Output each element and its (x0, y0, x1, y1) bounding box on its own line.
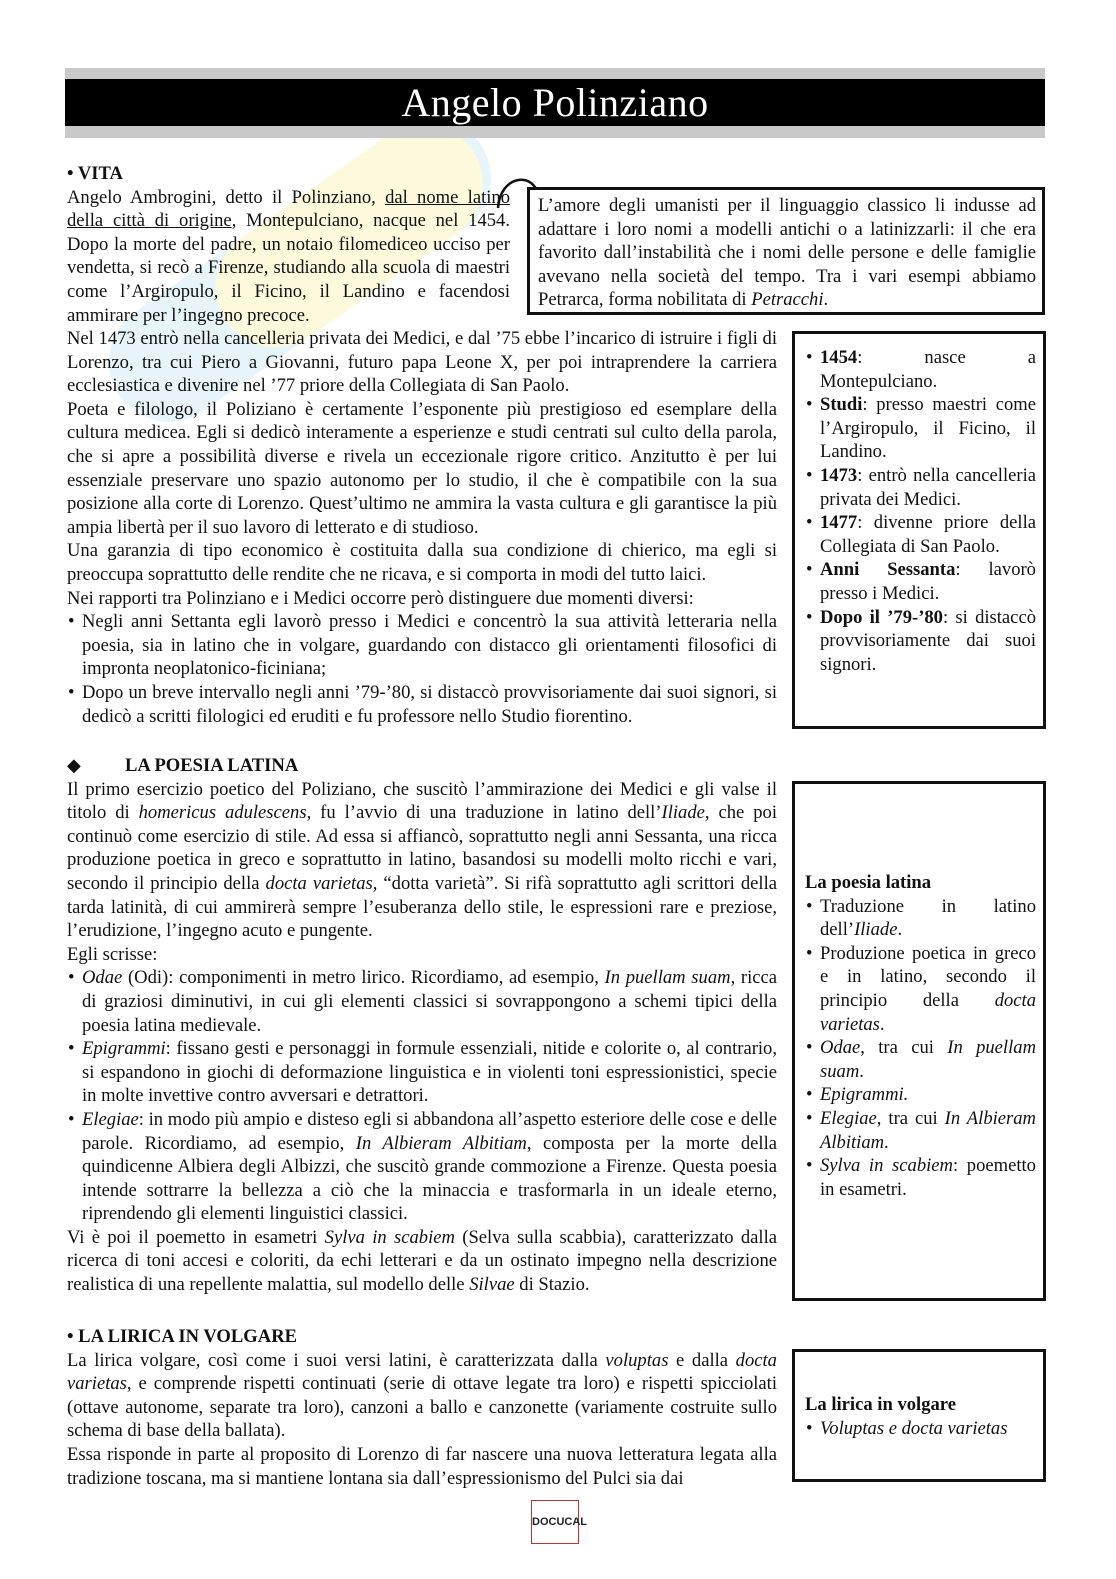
timeline-item: • Dopo il ’79-’80: si distaccò provvisoriamente dai suoi signori. (820, 606, 1036, 677)
timeline-item: • 1454: nasce a Montepulciano. (820, 346, 1036, 393)
list-item: • Dopo un breve intervallo negli anni ’79-’80, si distaccò provvisoriamente dai suoi signori, si dedicò a scritti filologici ed eruditi e fu professore nello Studio fiorentino. (82, 681, 777, 728)
lirica-paragraph-1: La lirica volgare, così come i suoi versi latini, è caratterizzata dalla voluptas e dalla docta varietas, e comprende rispetti continuati (serie di ottave legate tra loro) e rispetti spicciolati (ottave autonome, separate tra loro), canzoni a ballo e canzonette (variamente costruite sullo schema di base della ballata). (67, 1349, 777, 1442)
poesia-bullet-list (67, 966, 777, 1226)
vita-section (67, 162, 510, 327)
vita-heading: • VITA (67, 163, 123, 184)
list-item: • Negli anni Settanta egli lavorò presso i Medici e concentrò la sua attività letteraria nella poesia, sia in latino che in volgare, guardando con distacco gli orientamenti filosofici di impronta neoplatonico-ficiniana; (82, 610, 777, 681)
poesia-paragraph-2: Egli scrisse: (67, 943, 158, 965)
list-item: • Epigrammi: fissano gesti e personaggi in formule essenziali, nitide e colorite o, al contrario, si espandono in giochi di deformazione linguistica e in violenti toni espressionistici, specie in molte invettive contro avversari e detrattori. (82, 1037, 777, 1108)
vita-paragraph-5: Nei rapporti tra Polinziano e i Medici occorre però distinguere due momenti diversi: (67, 587, 694, 609)
timeline-item: • 1477: divenne priore della Collegiata di San Paolo. (820, 511, 1036, 558)
vita-paragraph-4: Una garanzia di tipo economico è costituita dalla sua condizione di chierico, ma egli si preoccupa soprattutto delle rendite che ne ricava, e si comporta in modi del tutto laici. (67, 540, 777, 585)
page-title: Angelo Polinziano (65, 79, 1045, 126)
timeline-item: • Anni Sessanta: lavorò presso i Medici. (820, 558, 1036, 605)
lirica-heading: • LA LIRICA IN VOLGARE (67, 1326, 298, 1347)
list-item: • Epigrammi. (820, 1083, 1036, 1107)
vita-paragraph-3: Poeta e filologo, il Poliziano è certamente l’esponente più prestigioso ed esemplare della cultura medicea. Egli si dedicò interamente a esperienze e studi centrati sul culto della parola, che si apre a possibilità diverse e rivela un eccezionale rigore critico. Anzitutto è per lui essenziale preservare uno spazio autonomo per lo studio, il che è compatibile con la sua posizione alla corte di Lorenzo. Quest’ultimo ne ammira la vasta cultura e gli garantisce la più ampia libertà per il suo lavoro di letterato e di studioso. (67, 398, 777, 538)
note-box: L’amore degli umanisti per il linguaggio classico li indusse ad adattare i loro nomi a modelli antichi o a latinizzarli: il che era favorito dall’instabilità che i nomi delle persone e delle famiglie avevano nella società del tempo. Tra i vari esempi abbiamo Petrarca, forma nobilitata di Petracchi. (527, 187, 1045, 315)
timeline-item: • Studi: presso maestri come l’Argiropulo, il Ficino, il Landino. (820, 393, 1036, 464)
lirica-summary-box (792, 1349, 1046, 1482)
list-item: • Voluptas e docta varietas (820, 1417, 1036, 1441)
list-item: • Produzione poetica in greco e in latino, secondo il principio della docta varietas. (820, 942, 1036, 1036)
vita-bullet-list (67, 610, 777, 728)
timeline-item: • 1473: entrò nella cancelleria privata dei Medici. (820, 464, 1036, 511)
list-item: • Elegiae: in modo più ampio e disteso egli si abbandona all’aspetto esteriore delle cose e delle parole. Ricordiamo, ad esempio, In Albieram Albitiam, composta per la morte della quindicenne Albiera degli Albizzi, che suscitò grande commozione a Firenze. Questa poesia intende sottrarre la bellezza a ciò che la minaccia e trasformarla in un ideale eterno, riprendendo gli elementi linguistici classici. (82, 1108, 777, 1226)
lirica-paragraph-2: Essa risponde in parte al proposito di Lorenzo di far nascere una nuova letteratura legata alla tradizione toscana, ma si mantiene lontana sia dall’espressionismo del Pulci sia dai (67, 1443, 777, 1489)
footer-logo: DOCUCAL (531, 1500, 579, 1544)
diamond-icon: ◆ (67, 755, 81, 775)
lirica-box-heading: La lirica in volgare (805, 1394, 956, 1415)
poesia-heading: ◆ LA POESIA LATINA (67, 755, 299, 776)
list-item: • Traduzione in latino dell’Iliade. (820, 895, 1036, 942)
list-item: • Elegiae, tra cui In Albieram Albitiam. (820, 1107, 1036, 1154)
vita-paragraph-1: Angelo Ambrogini, detto il Polinziano, dal nome latino della città di origine, Montepulciano, nacque nel 1454. Dopo la morte del padre, un notaio filomediceo ucciso per vendetta, si recò a Firenze, studiando alla scuola di maestri come l’Argiropulo, il Ficino, il Landino e facendosi ammirare per l’ingegno precoce. (67, 186, 510, 326)
poesia-box-heading: La poesia latina (805, 872, 932, 893)
poesia-section (67, 754, 777, 1297)
poesia-summary-box (792, 781, 1046, 1301)
vita-section-continued (67, 327, 777, 728)
lirica-section (67, 1325, 777, 1490)
poesia-paragraph-3: Vi è poi il poemetto in esametri Sylva in scabiem (Selva sulla scabbia), caratterizzato dalla ricerca di toni accesi e coloriti, da echi letterari e da un ostinato impegno nella descrizione realistica di una repellente malattia, sul modello delle Silvae di Stazio. (67, 1226, 777, 1296)
poesia-paragraph-1: Il primo esercizio poetico del Poliziano, che suscitò l’ammirazione dei Medici e gli valse il titolo di homericus adulescens, fu l’avvio di una traduzione in latino dell’Iliade, che poi continuò come esercizio di stile. Ad essa si affiancò, soprattutto negli anni Sessanta, una ricca produzione poetica in greco e soprattutto in latino, basandosi su modelli molto ricchi e vari, secondo il principio della docta varietas, “dotta varietà”. Si rifà soprattutto agli scrittori della tarda latinità, di cui ammirerà sempre l’esuberanza dello stile, le espressioni rare e preziose, l’erudizione, l’ingegno acuto e pungente. (67, 778, 777, 942)
list-item: • Odae (Odi): componimenti in metro lirico. Ricordiamo, ad esempio, In puellam suam, ricca di graziosi diminutivi, in cui gli elementi classici si sovrappongono a schemi tipici della poesia latina medievale. (82, 966, 777, 1037)
vita-paragraph-2: Nel 1473 entrò nella cancelleria privata dei Medici, e dal ’75 ebbe l’incarico di istruire i figli di Lorenzo, tra cui Piero a Giovanni, futuro papa Leone X, per poi intraprendere la carriera ecclesiastica e divenire nel ’77 priore della Collegiata di San Paolo. (67, 328, 777, 397)
list-item: • Sylva in scabiem: poemetto in esametri. (820, 1154, 1036, 1201)
list-item: • Odae, tra cui In puellam suam. (820, 1036, 1036, 1083)
timeline-box (792, 331, 1046, 729)
title-banner (65, 68, 1045, 138)
